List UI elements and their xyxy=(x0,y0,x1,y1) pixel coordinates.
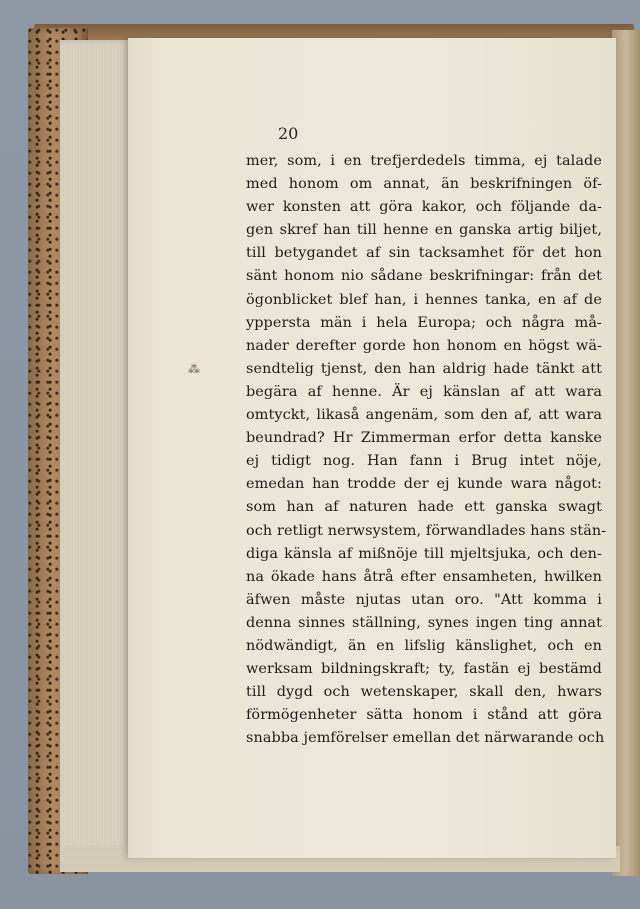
text-line: äfwen måste njutas utan oro. "Att komma i xyxy=(246,591,602,608)
text-line: sänt honom nio sådane beskrifningar: från det xyxy=(246,268,602,285)
text-line: emedan han trodde der ej kunde wara något: xyxy=(246,476,602,493)
text-line: nader derefter gorde hon honom en högst wä- xyxy=(246,337,602,354)
text-line: nödwändigt, än en lifslig känslighet, och en xyxy=(246,637,602,654)
text-line: werksam bildningskraft; ty, fastän ej bestämd xyxy=(246,661,602,678)
text-line: som han af naturen hade ett ganska swagt xyxy=(246,499,602,516)
text-line: med honom om annat, än beskrifningen öf- xyxy=(246,176,602,193)
text-line: till betygandet af sin tacksamhet för det hon xyxy=(246,245,602,262)
text-line: ögonblicket blef han, i hennes tanka, en af de xyxy=(246,291,602,308)
page-edges xyxy=(60,40,132,866)
text-line: till dygd och wetenskaper, skall den, hwars xyxy=(246,684,602,701)
text-line: wer konsten att göra kakor, och följande da- xyxy=(246,199,602,216)
text-line: na ökade hans åtrå efter ensamheten, hwilken xyxy=(246,568,602,585)
text-line: förmögenheter sätta honom i stånd att göra xyxy=(246,707,602,724)
text-line: gen skref han till henne en ganska artig biljet, xyxy=(246,222,602,239)
margin-mark-icon: ⁂ xyxy=(188,362,200,376)
text-line: diga känsla af mißnöje till mjeltsjuka, och den- xyxy=(246,545,602,562)
book-page xyxy=(128,38,616,858)
text-line: mer, som, i en trefjerdedels timma, ej talade xyxy=(246,153,602,169)
text-line: beundrad? Hr Zimmerman erfor detta kanske xyxy=(246,430,602,447)
text-line: omtyckt, likaså angenäm, som den af, att wara xyxy=(246,407,602,424)
page-number: 20 xyxy=(278,124,299,143)
text-line: ej tidigt nog. Han fann i Brug intet nöje, xyxy=(246,453,602,470)
text-line: snabba jemförelser emellan det närwarande och xyxy=(246,730,605,747)
page-text xyxy=(246,150,607,750)
text-line: denna sinnes ställning, synes ingen ting annat xyxy=(246,614,602,631)
text-line: yppersta män i hela Europa; och några må- xyxy=(246,314,602,331)
text-line: sendtelig tjenst, den han aldrig hade tänkt att xyxy=(246,360,602,377)
text-line: och retligt nerwsystem, förwandlades hans stän- xyxy=(246,522,607,539)
text-line: begära af henne. Är ej känslan af att wara xyxy=(246,383,602,400)
book-cover-right xyxy=(612,30,640,876)
